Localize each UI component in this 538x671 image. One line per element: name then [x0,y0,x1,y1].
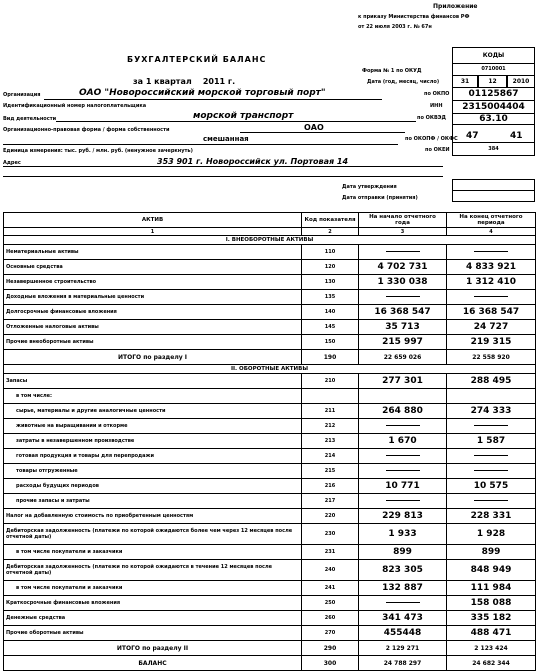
row-code: 231 [302,545,359,560]
section-title: I. ВНЕОБОРОТНЫЕ АКТИВЫ [4,236,536,245]
empty-dash [474,455,508,456]
row-end-value: 10 575 [447,479,536,494]
table-row [4,449,536,464]
row-end-value: 228 331 [447,509,536,524]
empty-dash [386,251,420,252]
row-start-value [359,290,447,305]
address-label: Адрес [3,160,21,166]
table-row [4,374,536,389]
row-label: животные на выращивании и откорме [4,419,302,434]
row-label: готовая продукция и товары для перепродажи [4,449,302,464]
row-label: товары отгруженные [4,464,302,479]
table-row [4,479,536,494]
form-label: Форма № 1 по ОКУД [362,68,422,74]
row-label: Основные средства [4,260,302,275]
section-title: II. ОБОРОТНЫЕ АКТИВЫ [4,365,536,374]
row-end-value: 158 088 [447,596,536,611]
table-row [4,560,536,581]
row-label: Долгосрочные финансовые вложения [4,305,302,320]
form-code: 0710001 [452,63,535,76]
row-end-value: 848 949 [447,560,536,581]
period-label: за 1 квартал 2011 г. [133,77,236,86]
row-start-value: 22 659 026 [359,350,447,365]
row-start-value: 215 997 [359,335,447,350]
row-code [302,389,359,404]
table-row [4,464,536,479]
row-start-value [359,389,447,404]
row-code: 110 [302,245,359,260]
table-row [4,275,536,290]
row-end-value: 1 928 [447,524,536,545]
date-month: 12 [478,75,507,88]
row-code: 290 [302,641,359,656]
activity-value: морской транспорт [193,111,294,121]
row-label: Запасы [4,374,302,389]
row-end-value: 24 682 344 [447,656,536,671]
row-end-value [447,494,536,509]
okved-label: по ОКВЭД [417,115,446,121]
row-end-value [447,464,536,479]
row-end-value: 899 [447,545,536,560]
order-date-note: от 22 июля 2003 г. № 67н [358,24,432,30]
row-code: 216 [302,479,359,494]
table-row [4,524,536,545]
row-start-value: 823 305 [359,560,447,581]
row-start-value [359,596,447,611]
row-start-value [359,464,447,479]
table-row [4,494,536,509]
row-label: прочие запасы и затраты [4,494,302,509]
row-code: 212 [302,419,359,434]
row-code: 150 [302,335,359,350]
row-label: ИТОГО по разделу II [4,641,302,656]
row-code: 210 [302,374,359,389]
ownership-value: смешанная [203,135,249,143]
row-end-value: 1 587 [447,434,536,449]
row-end-value: 16 368 547 [447,305,536,320]
row-end-value: 1 312 410 [447,275,536,290]
row-code: 240 [302,560,359,581]
col-number: 1 [4,228,302,236]
col-code: Код показателя [302,213,359,228]
okopf-code: 47 [466,131,479,141]
row-code: 300 [302,656,359,671]
row-start-value: 229 813 [359,509,447,524]
row-label: Прочие оборотные активы [4,626,302,641]
col-start: На начало отчетного года [359,213,447,228]
row-start-value: 16 368 547 [359,305,447,320]
inn-code: 2315004404 [452,100,535,114]
row-label: ИТОГО по разделу I [4,350,302,365]
table-row [4,305,536,320]
col-number: 2 [302,228,359,236]
row-start-value: 341 473 [359,611,447,626]
empty-dash [474,251,508,252]
table-row [4,350,536,365]
row-start-value: 24 788 297 [359,656,447,671]
date-day: 2010 [507,75,535,88]
order-note: к приказу Министерства финансов РФ [358,14,470,20]
table-row [4,434,536,449]
row-label: Незавершенное строительство [4,275,302,290]
table-row [4,509,536,524]
row-label: Отложенные налоговые активы [4,320,302,335]
row-start-value: 1 670 [359,434,447,449]
table-row [4,656,536,671]
row-end-value: 335 182 [447,611,536,626]
row-label: Нематериальные активы [4,245,302,260]
table-row [4,626,536,641]
row-end-value [447,290,536,305]
row-end-value [447,419,536,434]
table-row [4,641,536,656]
row-start-value [359,245,447,260]
approval-label: Дата утверждения [342,184,397,190]
col-number: 4 [447,228,536,236]
unit-label: Единица измерения: тыс. руб. / млн. руб. (ненужное зачеркнуть) [3,148,193,154]
table-row [4,335,536,350]
sent-date-box [452,190,535,202]
row-start-value [359,449,447,464]
table-row [4,611,536,626]
row-code: 190 [302,350,359,365]
section-rows [4,245,536,365]
row-start-value: 264 880 [359,404,447,419]
row-code: 217 [302,494,359,509]
empty-dash [386,602,420,603]
empty-dash [474,500,508,501]
row-end-value: 288 495 [447,374,536,389]
row-start-value: 2 129 271 [359,641,447,656]
row-label: Дебиторская задолженность (платежи по которой ожидаются в течение 12 месяцев после отчетной даты) [4,560,302,581]
col-number: 3 [359,228,447,236]
empty-dash [386,425,420,426]
okei-code: 384 [452,142,535,156]
row-code: 214 [302,449,359,464]
row-start-value: 10 771 [359,479,447,494]
row-end-value: 2 123 424 [447,641,536,656]
section-rows [4,374,536,671]
inn-label: Идентификационный номер налогоплательщика [3,103,147,109]
col-asset: АКТИВ [4,213,302,228]
row-label: сырье, материалы и другие аналогичные ценности [4,404,302,419]
row-label: Прочие внеоборотные активы [4,335,302,350]
okpo-label: по ОКПО [424,91,450,97]
row-end-value [447,449,536,464]
org-value: ОАО "Новороссийский морской торговый порт" [79,88,326,98]
row-label: в том числе: [4,389,302,404]
row-code: 250 [302,596,359,611]
empty-dash [386,470,420,471]
row-label: Доходные вложения в материальные ценности [4,290,302,305]
row-end-value [447,389,536,404]
row-end-value: 274 333 [447,404,536,419]
appendix-note: Приложение [433,3,478,10]
row-end-value: 111 984 [447,581,536,596]
row-code: 260 [302,611,359,626]
row-label: Дебиторская задолженность (платежи по которой ожидаются более чем через 12 месяцев после отчетной даты) [4,524,302,545]
date-label: Дата (год, месяц, число) [367,79,440,85]
okopf-label: по ОКОПФ / ОКФС [405,136,458,142]
col-end: На конец отчетного периода [447,213,536,228]
row-end-value: 22 558 920 [447,350,536,365]
row-code: 140 [302,305,359,320]
row-start-value: 35 713 [359,320,447,335]
row-start-value: 1 933 [359,524,447,545]
row-start-value [359,419,447,434]
row-start-value: 899 [359,545,447,560]
table-row [4,545,536,560]
row-label: расходы будущих периодов [4,479,302,494]
okved-code: 63.10 [452,113,535,125]
row-label: Налог на добавленную стоимость по приобретенным ценностям [4,509,302,524]
table-row [4,419,536,434]
empty-dash [474,296,508,297]
row-end-value: 4 833 921 [447,260,536,275]
row-code: 211 [302,404,359,419]
empty-dash [474,470,508,471]
row-end-value: 219 315 [447,335,536,350]
row-code: 270 [302,626,359,641]
row-label: Краткосрочные финансовые вложения [4,596,302,611]
activity-label: Вид деятельности [3,116,57,122]
row-code: 145 [302,320,359,335]
row-start-value: 132 887 [359,581,447,596]
okopf-box [452,124,535,143]
row-end-value: 488 471 [447,626,536,641]
row-end-value [447,245,536,260]
table-row [4,596,536,611]
row-code: 215 [302,464,359,479]
table-row [4,581,536,596]
row-start-value: 4 702 731 [359,260,447,275]
okfs-code: 41 [510,131,523,141]
okpo-code: 01125867 [452,87,535,101]
inn-tag: ИНН [430,103,443,109]
row-start-value: 277 301 [359,374,447,389]
page-title: БУХГАЛТЕРСКИЙ БАЛАНС [127,55,267,64]
date-year: 31 [452,75,478,88]
row-label: затраты в незавершенном производстве [4,434,302,449]
balance-table [3,212,536,671]
table-row [4,389,536,404]
org-label: Организация [3,92,41,98]
empty-dash [386,455,420,456]
row-start-value: 1 330 038 [359,275,447,290]
legal-form-value: ОАО [304,123,324,132]
row-label: БАЛАНС [4,656,302,671]
row-start-value: 455448 [359,626,447,641]
table-row [4,404,536,419]
row-code: 213 [302,434,359,449]
row-end-value: 24 727 [447,320,536,335]
table-row [4,320,536,335]
table-row [4,245,536,260]
codes-header: КОДЫ [452,47,535,64]
row-label: в том числе покупатели и заказчики [4,581,302,596]
empty-dash [474,425,508,426]
table-row [4,260,536,275]
row-code: 230 [302,524,359,545]
row-start-value [359,494,447,509]
table-row [4,290,536,305]
row-code: 130 [302,275,359,290]
sent-label: Дата отправки (принятия) [342,195,418,201]
row-label: Денежные средства [4,611,302,626]
row-code: 241 [302,581,359,596]
empty-dash [386,500,420,501]
legal-form-label: Организационно-правовая форма / форма собственности [3,127,170,133]
row-code: 120 [302,260,359,275]
okei-label: по ОКЕИ [425,147,450,153]
row-code: 220 [302,509,359,524]
empty-dash [386,296,420,297]
row-code: 135 [302,290,359,305]
address-value: 353 901 г. Новороссийск ул. Портовая 14 [157,157,349,166]
row-label: в том числе покупатели и заказчики [4,545,302,560]
